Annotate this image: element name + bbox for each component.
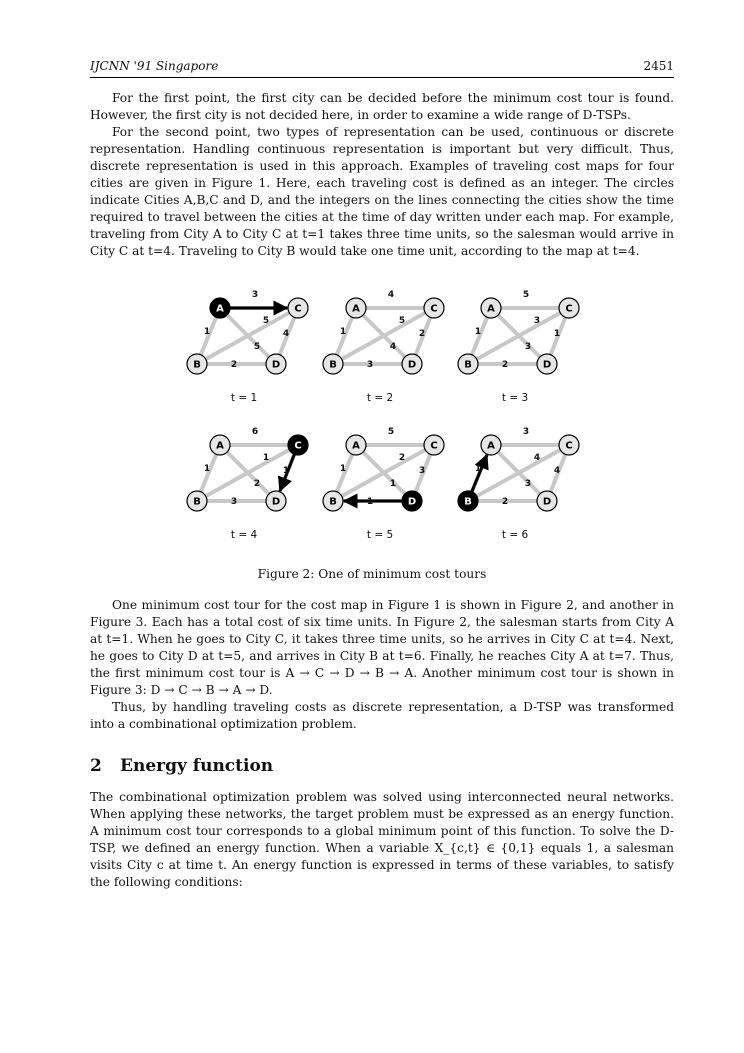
time-label: t = 2 — [366, 392, 394, 404]
cost-label-cb: 4 — [389, 342, 397, 352]
city-label-a: A — [487, 440, 495, 452]
cost-label-ac: 5 — [522, 290, 530, 300]
page-number: 2451 — [643, 59, 674, 73]
section-heading — [90, 756, 273, 776]
city-label-a: A — [487, 303, 495, 315]
cost-label-ac: 5 — [387, 427, 395, 437]
cost-label-ad: 1 — [262, 453, 270, 463]
cost-label-cb: 3 — [524, 479, 532, 489]
cost-label-cb: 3 — [524, 342, 532, 352]
city-label-a: A — [216, 303, 224, 315]
city-label-c: C — [430, 440, 438, 452]
cost-label-cb: 1 — [389, 479, 397, 489]
cost-label-bd: 2 — [230, 360, 238, 370]
city-label-d: D — [542, 359, 552, 371]
paragraph: One minimum cost tour for the cost map in Figure 1 is shown in Figure 2, and another in Figure 3. Each has a total cost of six time units. In Figure 2, the salesman starts from City A at t=1. When he goes to City C, it takes three time units, so he arrives in City C at t=4. Next, he goes to City D at t=5, and arrives in City B at t=6. Finally, he reaches City A at t=7. Thus, the first minimum cost tour is A → C → D → B → A. Another minimum cost tour is shown in Figure 3: D → C → B → A → D. — [90, 598, 674, 697]
city-label-d: D — [407, 496, 417, 508]
page-header — [90, 59, 674, 78]
cost-label-ac: 4 — [387, 290, 395, 300]
city-label-b: B — [464, 359, 472, 371]
city-label-d: D — [271, 496, 281, 508]
city-label-a: A — [216, 440, 224, 452]
city-label-b: B — [329, 496, 337, 508]
time-label: t = 3 — [501, 392, 529, 404]
city-label-b: B — [329, 359, 337, 371]
cost-label-ac: 6 — [251, 427, 259, 437]
city-label-d: D — [542, 496, 552, 508]
cost-label-ad: 2 — [398, 453, 406, 463]
intro-paragraphs — [90, 90, 674, 260]
cost-label-ab: 1 — [474, 464, 482, 474]
time-label: t = 6 — [501, 529, 529, 541]
cost-label-bd: 3 — [230, 497, 238, 507]
cost-label-cd: 3 — [418, 466, 426, 476]
city-label-b: B — [193, 359, 201, 371]
cost-label-bd: 2 — [501, 360, 509, 370]
city-label-d: D — [407, 359, 417, 371]
cost-label-cb: 5 — [253, 342, 261, 352]
cost-label-ab: 1 — [203, 327, 211, 337]
city-label-c: C — [565, 303, 573, 315]
tour-figure — [170, 283, 590, 541]
cost-label-ab: 1 — [474, 327, 482, 337]
city-label-b: B — [464, 496, 472, 508]
cost-label-bd: 2 — [501, 497, 509, 507]
cost-label-cd: 1 — [553, 329, 561, 339]
section-paragraphs — [90, 789, 674, 891]
paragraph: Thus, by handling traveling costs as discrete representation, a D-TSP was transformed into a combinational optimization problem. — [90, 700, 674, 731]
cost-label-ad: 4 — [533, 453, 541, 463]
city-label-c: C — [294, 440, 302, 452]
city-label-c: C — [294, 303, 302, 315]
cost-label-ad: 3 — [533, 316, 541, 326]
city-label-c: C — [565, 440, 573, 452]
cost-label-bd: 3 — [366, 360, 374, 370]
section-number: 2 — [90, 756, 102, 776]
discussion-paragraphs — [90, 597, 674, 733]
cost-label-ac: 3 — [522, 427, 530, 437]
time-label: t = 1 — [230, 392, 258, 404]
city-label-b: B — [193, 496, 201, 508]
section-title: Energy function — [120, 756, 274, 776]
paragraph: For the second point, two types of representation can be used, continuous or discrete representation. Handling continuous representation is important but very difficult. Thus, discrete representation is used in this approach. Examples of traveling cost maps for four cities are given in Figure 1. Here, each traveling cost is defined as an integer. The circles indicate Cities A,B,C and D, and the integers on the lines connecting the cities show the time required to travel between the cities at the time of day written under each map. For example, traveling from City A to City C at t=1 takes three time units, so the salesman would arrive in City C at t=4. Traveling to City B would take one time unit, according to the map at t=4. — [90, 125, 674, 258]
cost-label-ac: 3 — [251, 290, 259, 300]
figure-caption: Figure 2: One of minimum cost tours — [257, 567, 487, 581]
time-label: t = 4 — [230, 529, 258, 541]
time-label: t = 5 — [366, 529, 394, 541]
cost-label-cd: 1 — [282, 466, 290, 476]
cost-label-ab: 1 — [203, 464, 211, 474]
cost-label-bd: 1 — [366, 497, 374, 507]
paragraph: The combinational optimization problem was solved using interconnected neural networks. When applying these networks, the target problem must be expressed as an energy function. A minimum cost tour corresponds to a global minimum point of this function. To solve the D-TSP, we defined an energy function. When a variable X_{c,t} ∈ {0,1} equals 1, a salesman visits City c at time t. An energy function is expressed in terms of these variables, to satisfy the following conditions: — [90, 790, 674, 889]
cost-label-ad: 5 — [262, 316, 270, 326]
cost-label-ad: 5 — [398, 316, 406, 326]
running-head: IJCNN '91 Singapore — [90, 59, 219, 73]
city-label-a: A — [352, 440, 360, 452]
city-label-c: C — [430, 303, 438, 315]
cost-label-ab: 1 — [339, 327, 347, 337]
cost-label-cd: 2 — [418, 329, 426, 339]
city-label-d: D — [271, 359, 281, 371]
cost-label-ab: 1 — [339, 464, 347, 474]
cost-label-cb: 2 — [253, 479, 261, 489]
cost-label-cd: 4 — [282, 329, 290, 339]
paragraph: For the first point, the first city can be decided before the minimum cost tour is found. However, the first city is not decided here, in order to examine a wide range of D-TSPs. — [90, 91, 674, 122]
cost-label-cd: 4 — [553, 466, 561, 476]
city-label-a: A — [352, 303, 360, 315]
